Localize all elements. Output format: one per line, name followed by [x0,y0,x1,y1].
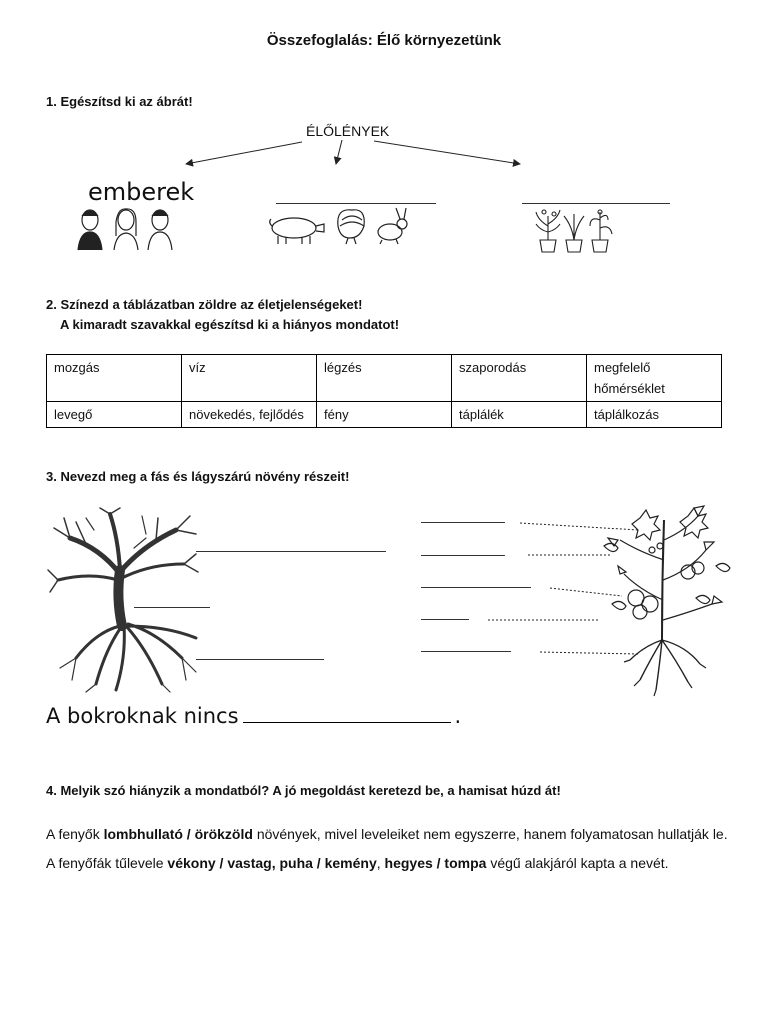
bush-answer-blank[interactable] [243,704,451,723]
q4-option-3[interactable]: hegyes / tompa [384,855,487,871]
table-cell[interactable]: levegő [47,402,182,428]
page-title: Összefoglalás: Élő környezetünk [266,32,502,49]
table-cell[interactable]: víz [182,355,317,402]
q4-text-4: végű alakjáról kapta a nevét. [490,855,669,871]
q4-text-2: növények, mivel leveleiket nem egyszerre, hanem folyamatosan hullatják le. A fenyőfák tűlevele [46,826,728,871]
table-cell[interactable]: táplálkozás [587,402,722,428]
bush-sentence-end: . [454,704,462,728]
q4-option-1[interactable]: lombhullató / örökzöld [103,826,253,842]
center-label: ÉLŐLÉNYEK [306,123,390,139]
table-cell[interactable]: fény [317,402,452,428]
table-cell[interactable]: növekedés, fejlődés [182,402,317,428]
q3-heading: 3. Nevezd meg a fás és lágyszárú növény részeit! [46,469,350,484]
bush-sentence-start: A bokroknak nincs [46,704,239,728]
table-cell[interactable]: légzés [317,355,452,402]
q4-text-1: A fenyők [46,826,100,842]
q4-heading: 4. Melyik szó hiányzik a mondatból? A jó megoldást keretezd be, a hamisat húzd át! [46,783,561,798]
table-cell[interactable]: mozgás [47,355,182,402]
q4-option-2[interactable]: vékony / vastag, puha / kemény [167,855,377,871]
q2-heading-line1: 2. Színezd a táblázatban zöldre az életjelenségeket! [46,297,363,312]
table-cell[interactable]: megfelelő hőmérséklet [587,355,722,402]
table-cell[interactable]: szaporodás [452,355,587,402]
q1-heading: 1. Egészítsd ki az ábrát! [46,94,193,109]
table-cell[interactable]: táplálék [452,402,587,428]
bush-sentence [46,704,461,728]
q2-heading-line2: A kimaradt szavakkal egészítsd ki a hiányos mondatot! [60,317,400,332]
left-label: emberek [88,178,195,206]
q4-paragraph [46,820,736,878]
q4-text-3: , [376,855,381,871]
